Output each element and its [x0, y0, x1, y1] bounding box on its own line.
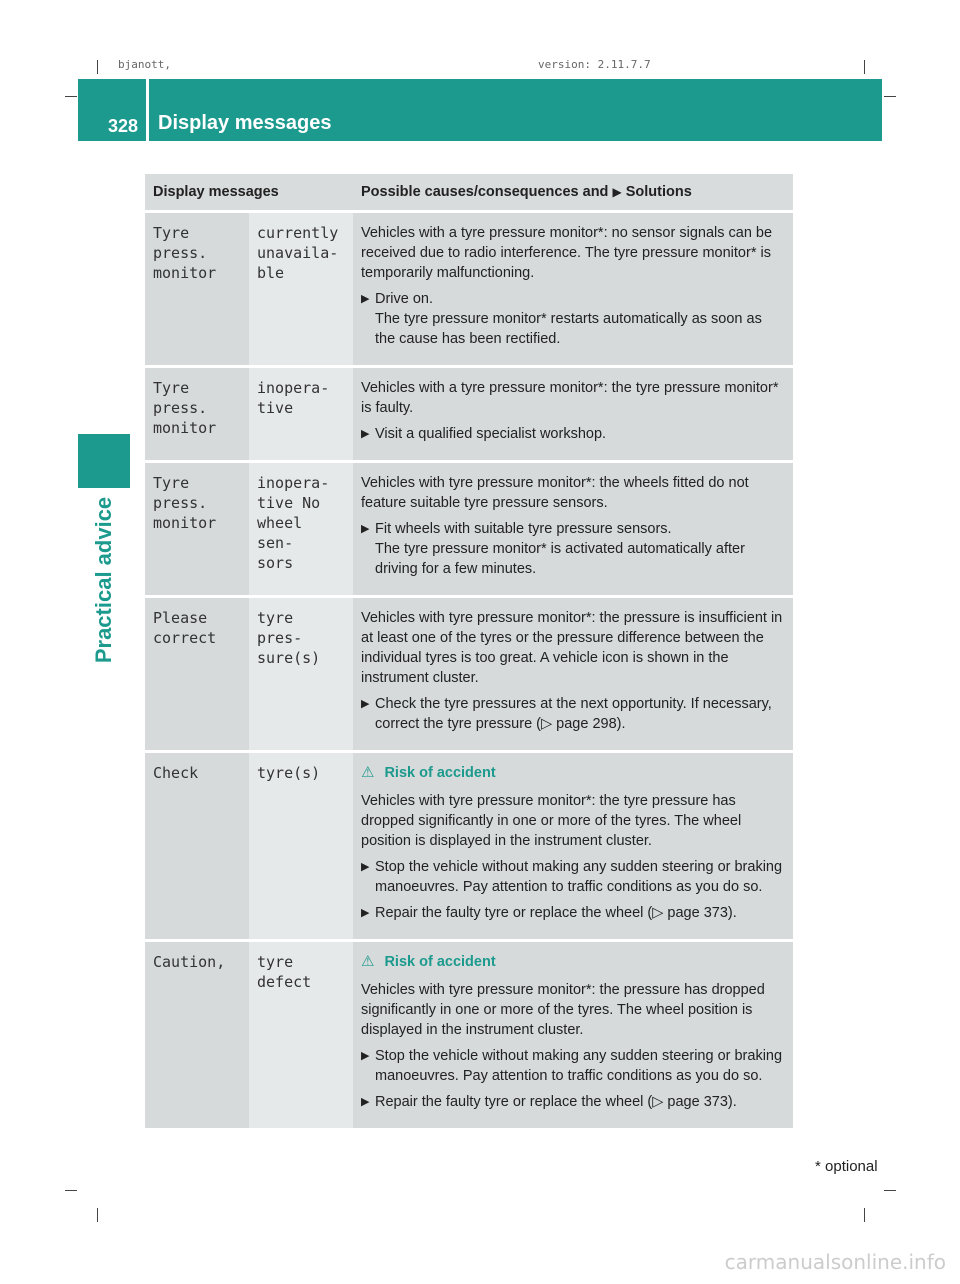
crop-mark [864, 1208, 865, 1222]
step-arrow-icon: ▶ [361, 1096, 370, 1108]
cause-text: Vehicles with tyre pressure monitor*: the pressure is insufficient in at least one of the tyres or the pressure difference between the individual tyres is too great. A vehicle icon is shown in the instrument cluster. [361, 610, 783, 686]
message-text-line1: Caution, [145, 939, 249, 1128]
causes-solutions-cell [353, 750, 793, 939]
causes-solutions-cell [353, 460, 793, 595]
solution-step [361, 694, 785, 734]
warning-label: Risk of accident [384, 954, 496, 970]
crop-mark [65, 96, 77, 97]
table-row [145, 750, 793, 939]
table-row [145, 460, 793, 595]
step-arrow-icon: ▶ [361, 698, 370, 710]
print-meta-right: version: 2.11.7.7 [538, 58, 651, 71]
watermark: carmanualsonline.info [724, 1250, 946, 1274]
causes-solutions-cell [353, 595, 793, 750]
step-arrow-icon: ▶ [361, 861, 370, 873]
crop-mark [97, 1208, 98, 1222]
crop-mark [97, 60, 98, 74]
step-text: Stop the vehicle without making any sudden steering or braking manoeuvres. Pay attention to traffic conditions as you do so. [375, 859, 783, 895]
message-text-line2: inopera‐ tive [249, 365, 353, 460]
causes-solutions-cell [353, 210, 793, 365]
solution-step [361, 519, 785, 579]
causes-solutions-cell [353, 365, 793, 460]
cause-text: Vehicles with tyre pressure monitor*: the tyre pressure has dropped significantly in one or more of the tyres. The wheel position is displayed in the instrument cluster. [361, 793, 742, 849]
causes-solutions-cell [353, 939, 793, 1128]
message-text-line2: inopera‐ tive No wheel sen‐ sors [249, 460, 353, 595]
step-arrow-icon: ▶ [361, 293, 370, 305]
solution-step [361, 1046, 785, 1086]
header-divider [146, 79, 149, 141]
display-messages-table [145, 174, 793, 1128]
chapter-tab [78, 434, 130, 488]
warning-heading [361, 952, 785, 972]
step-text: Drive on. The tyre pressure monitor* restarts automatically as soon as the cause has been rectified. [375, 291, 762, 347]
print-meta-left: bjanott, [118, 58, 171, 71]
step-text: Stop the vehicle without making any sudden steering or braking manoeuvres. Pay attention to traffic conditions as you do so. [375, 1048, 783, 1084]
page-number: 328 [107, 116, 138, 136]
cause-text: Vehicles with tyre pressure monitor*: the wheels fitted do not feature suitable tyre pressure sensors. [361, 475, 749, 511]
message-text-line1: Tyre press. monitor [145, 460, 249, 595]
footnote: * optional [815, 1158, 878, 1175]
message-text-line1: Tyre press. monitor [145, 365, 249, 460]
header-display-messages: Display messages [145, 174, 353, 210]
cause-text: Vehicles with a tyre pressure monitor*: the tyre pressure monitor* is faulty. [361, 380, 779, 416]
cause-text: Vehicles with tyre pressure monitor*: the pressure has dropped significantly in one or more of the tyres. The wheel position is displayed in the instrument cluster. [361, 982, 765, 1038]
cause-text: Vehicles with a tyre pressure monitor*: no sensor signals can be received due to radio interference. The tyre pressure monitor* is temporarily malfunctioning. [361, 225, 773, 281]
step-text: Fit wheels with suitable tyre pressure sensors. The tyre pressure monitor* is activated automatically after driving for a few minutes. [375, 521, 745, 577]
step-text: Check the tyre pressures at the next opportunity. If necessary, correct the tyre pressure (▷ page 298). [375, 696, 772, 732]
crop-mark [864, 60, 865, 74]
crop-mark [884, 1190, 896, 1191]
table-row [145, 365, 793, 460]
step-arrow-icon: ▶ [361, 523, 370, 535]
message-text-line2: tyre pres‐ sure(s) [249, 595, 353, 750]
arrow-icon: ▶ [612, 185, 622, 199]
message-text-line2: currently unavaila‐ ble [249, 210, 353, 365]
solution-step [361, 424, 785, 444]
step-arrow-icon: ▶ [361, 1050, 370, 1062]
warning-icon: ⚠ [361, 953, 375, 970]
warning-label: Risk of accident [384, 765, 496, 781]
crop-mark [65, 1190, 77, 1191]
table-row [145, 210, 793, 365]
table-row [145, 939, 793, 1128]
step-text: Visit a qualified specialist workshop. [375, 426, 607, 442]
section-title: Display messages [158, 112, 332, 134]
warning-heading [361, 763, 785, 783]
solution-step [361, 1092, 785, 1112]
step-arrow-icon: ▶ [361, 907, 370, 919]
solution-step [361, 903, 785, 923]
header-causes-solutions: Possible causes/consequences and ▶ Solutions [353, 174, 793, 210]
solution-step [361, 289, 785, 349]
warning-icon: ⚠ [361, 764, 375, 781]
table-header-row [145, 174, 793, 210]
chapter-label: Practical advice [91, 496, 116, 664]
message-text-line1: Check [145, 750, 249, 939]
table-row [145, 595, 793, 750]
step-arrow-icon: ▶ [361, 428, 370, 440]
message-text-line1: Please correct [145, 595, 249, 750]
message-text-line1: Tyre press. monitor [145, 210, 249, 365]
solution-step [361, 857, 785, 897]
crop-mark [884, 96, 896, 97]
message-text-line2: tyre defect [249, 939, 353, 1128]
message-text-line2: tyre(s) [249, 750, 353, 939]
step-text: Repair the faulty tyre or replace the wheel (▷ page 373). [375, 1094, 737, 1110]
step-text: Repair the faulty tyre or replace the wheel (▷ page 373). [375, 905, 737, 921]
